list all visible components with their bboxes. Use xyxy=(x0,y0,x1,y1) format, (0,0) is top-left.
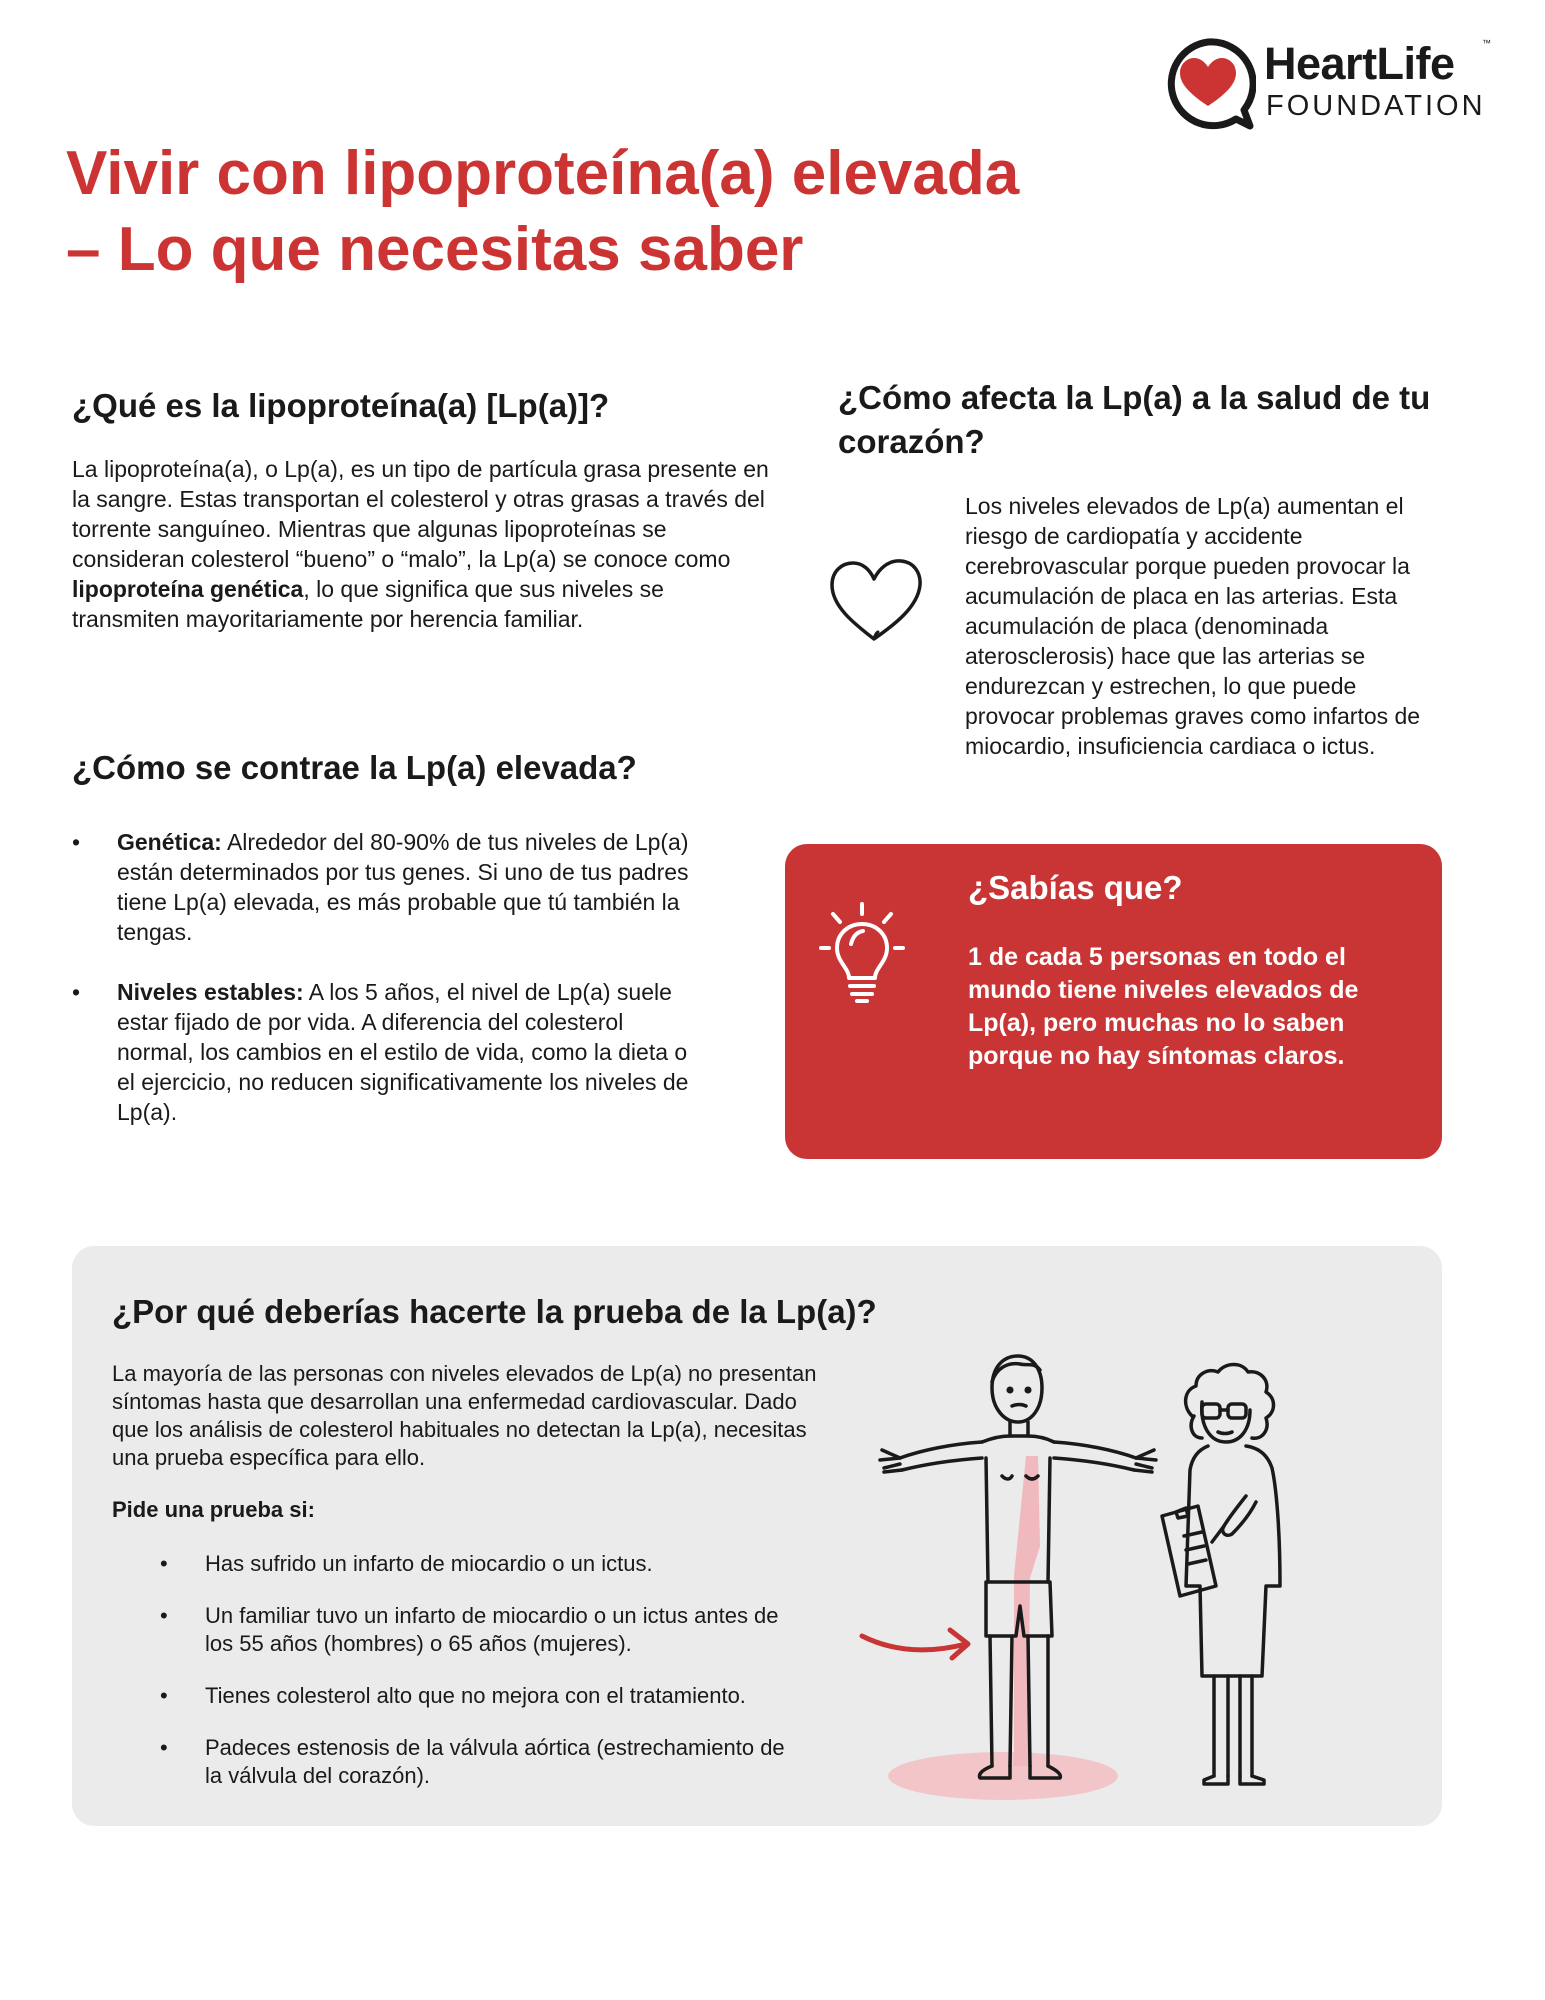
bullet: • xyxy=(160,1683,168,1708)
testing-text: La mayoría de las personas con niveles elevados de Lp(a) no presentan síntomas hasta que desarrollan una enfermedad cardiovascular. Dado que los análisis de colesterol habituales no detectan la Lp(a), necesitas una prueba específica para ello. xyxy=(112,1361,817,1470)
foundation-logo xyxy=(1160,36,1490,132)
bullet: • xyxy=(72,829,81,855)
testing-heading: ¿Por qué deberías hacerte la prueba de la Lp(a)? xyxy=(112,1293,877,1330)
testing-ask: Pide una prueba si: xyxy=(112,1497,315,1522)
list-item-label: Genética: xyxy=(117,829,222,855)
bullet: • xyxy=(160,1551,168,1576)
did-you-know-box xyxy=(785,844,1442,1159)
list-item-text: A los 5 años, el nivel de Lp(a) suele estar fijado de por vida. A diferencia del colesterol normal, los cambios en el estilo de vida, como la dieta o el ejercicio, no reducen significativamente los niveles de Lp(a). xyxy=(117,979,689,1125)
page-title xyxy=(66,136,1166,288)
list-item-text: Has sufrido un infarto de miocardio o un ictus. xyxy=(205,1551,653,1576)
list-item xyxy=(160,1550,800,1578)
how-contract-list xyxy=(72,827,692,1157)
list-item xyxy=(160,1682,800,1710)
did-you-know-text: 1 de cada 5 personas en todo el mundo tiene niveles elevados de Lp(a), pero muchas no lo saben porque no hay síntomas claros. xyxy=(968,943,1359,1070)
bullet: • xyxy=(160,1603,168,1628)
patient-and-doctor-illustration xyxy=(842,1346,1362,1816)
heart-outline-icon xyxy=(826,555,926,645)
did-you-know-heading: ¿Sabías que? xyxy=(968,869,1183,906)
what-is-text-part-1: La lipoproteína(a), o Lp(a), es un tipo de partícula grasa presente en la sangre. Estas transportan el colesterol y otras grasas a través del torrente sanguíneo. Mientras que algunas lipoproteínas se consideran colesterol “bueno” o “malo”, la Lp(a) se conoce como xyxy=(72,456,769,572)
list-item-text: Alrededor del 80-90% de tus niveles de Lp(a) están determinados por tus genes. Si uno de tus padres tiene Lp(a) elevada, es más probable que tú también la tengas. xyxy=(117,829,689,945)
testing-box xyxy=(72,1246,1442,1826)
what-is-text-part-2: , lo que significa que sus niveles se transmiten mayoritariamente por herencia familiar. xyxy=(72,576,664,632)
list-item-label: Niveles estables: xyxy=(117,979,304,1005)
list-item-text: Tienes colesterol alto que no mejora con el tratamiento. xyxy=(205,1683,746,1708)
heart-speech-bubble-icon xyxy=(1160,36,1256,132)
list-item-text: Un familiar tuvo un infarto de miocardio o un ictus antes de los 55 años (hombres) o 65 años (mujeres). xyxy=(205,1603,779,1656)
heart-health-text: Los niveles elevados de Lp(a) aumentan el riesgo de cardiopatía y accidente cerebrovascular porque pueden provocar la acumulación de placa en las arterias. Esta acumulación de placa (denominada aterosclerosis) hace que las arterias se endurezcan y estrechen, lo que puede provocar problemas graves como infartos de miocardio, insuficiencia cardiaca o ictus. xyxy=(965,493,1421,759)
page-title-line-2: – Lo que necesitas saber xyxy=(66,215,804,284)
what-is-text xyxy=(72,454,772,634)
lightbulb-icon xyxy=(819,898,905,1008)
list-item xyxy=(160,1602,800,1658)
what-is-text-bold: lipoproteína genética xyxy=(72,576,304,602)
list-item xyxy=(72,977,692,1127)
bullet: • xyxy=(160,1735,168,1760)
logo-subtitle: FOUNDATION xyxy=(1266,90,1486,122)
bullet: • xyxy=(72,979,81,1005)
logo-name: HeartLife xyxy=(1264,38,1455,89)
list-item xyxy=(72,827,692,947)
testing-list xyxy=(160,1550,800,1814)
how-contract-heading: ¿Cómo se contrae la Lp(a) elevada? xyxy=(72,749,637,786)
page-title-line-1: Vivir con lipoproteína(a) elevada xyxy=(66,139,1020,208)
list-item-text: Padeces estenosis de la válvula aórtica (estrechamiento de la válvula del corazón). xyxy=(205,1735,785,1788)
list-item xyxy=(160,1734,800,1790)
trademark-mark: ™ xyxy=(1482,38,1491,48)
heart-health-heading: ¿Cómo afecta la Lp(a) a la salud de tu corazón? xyxy=(838,379,1431,460)
what-is-heading: ¿Qué es la lipoproteína(a) [Lp(a)]? xyxy=(72,387,610,424)
